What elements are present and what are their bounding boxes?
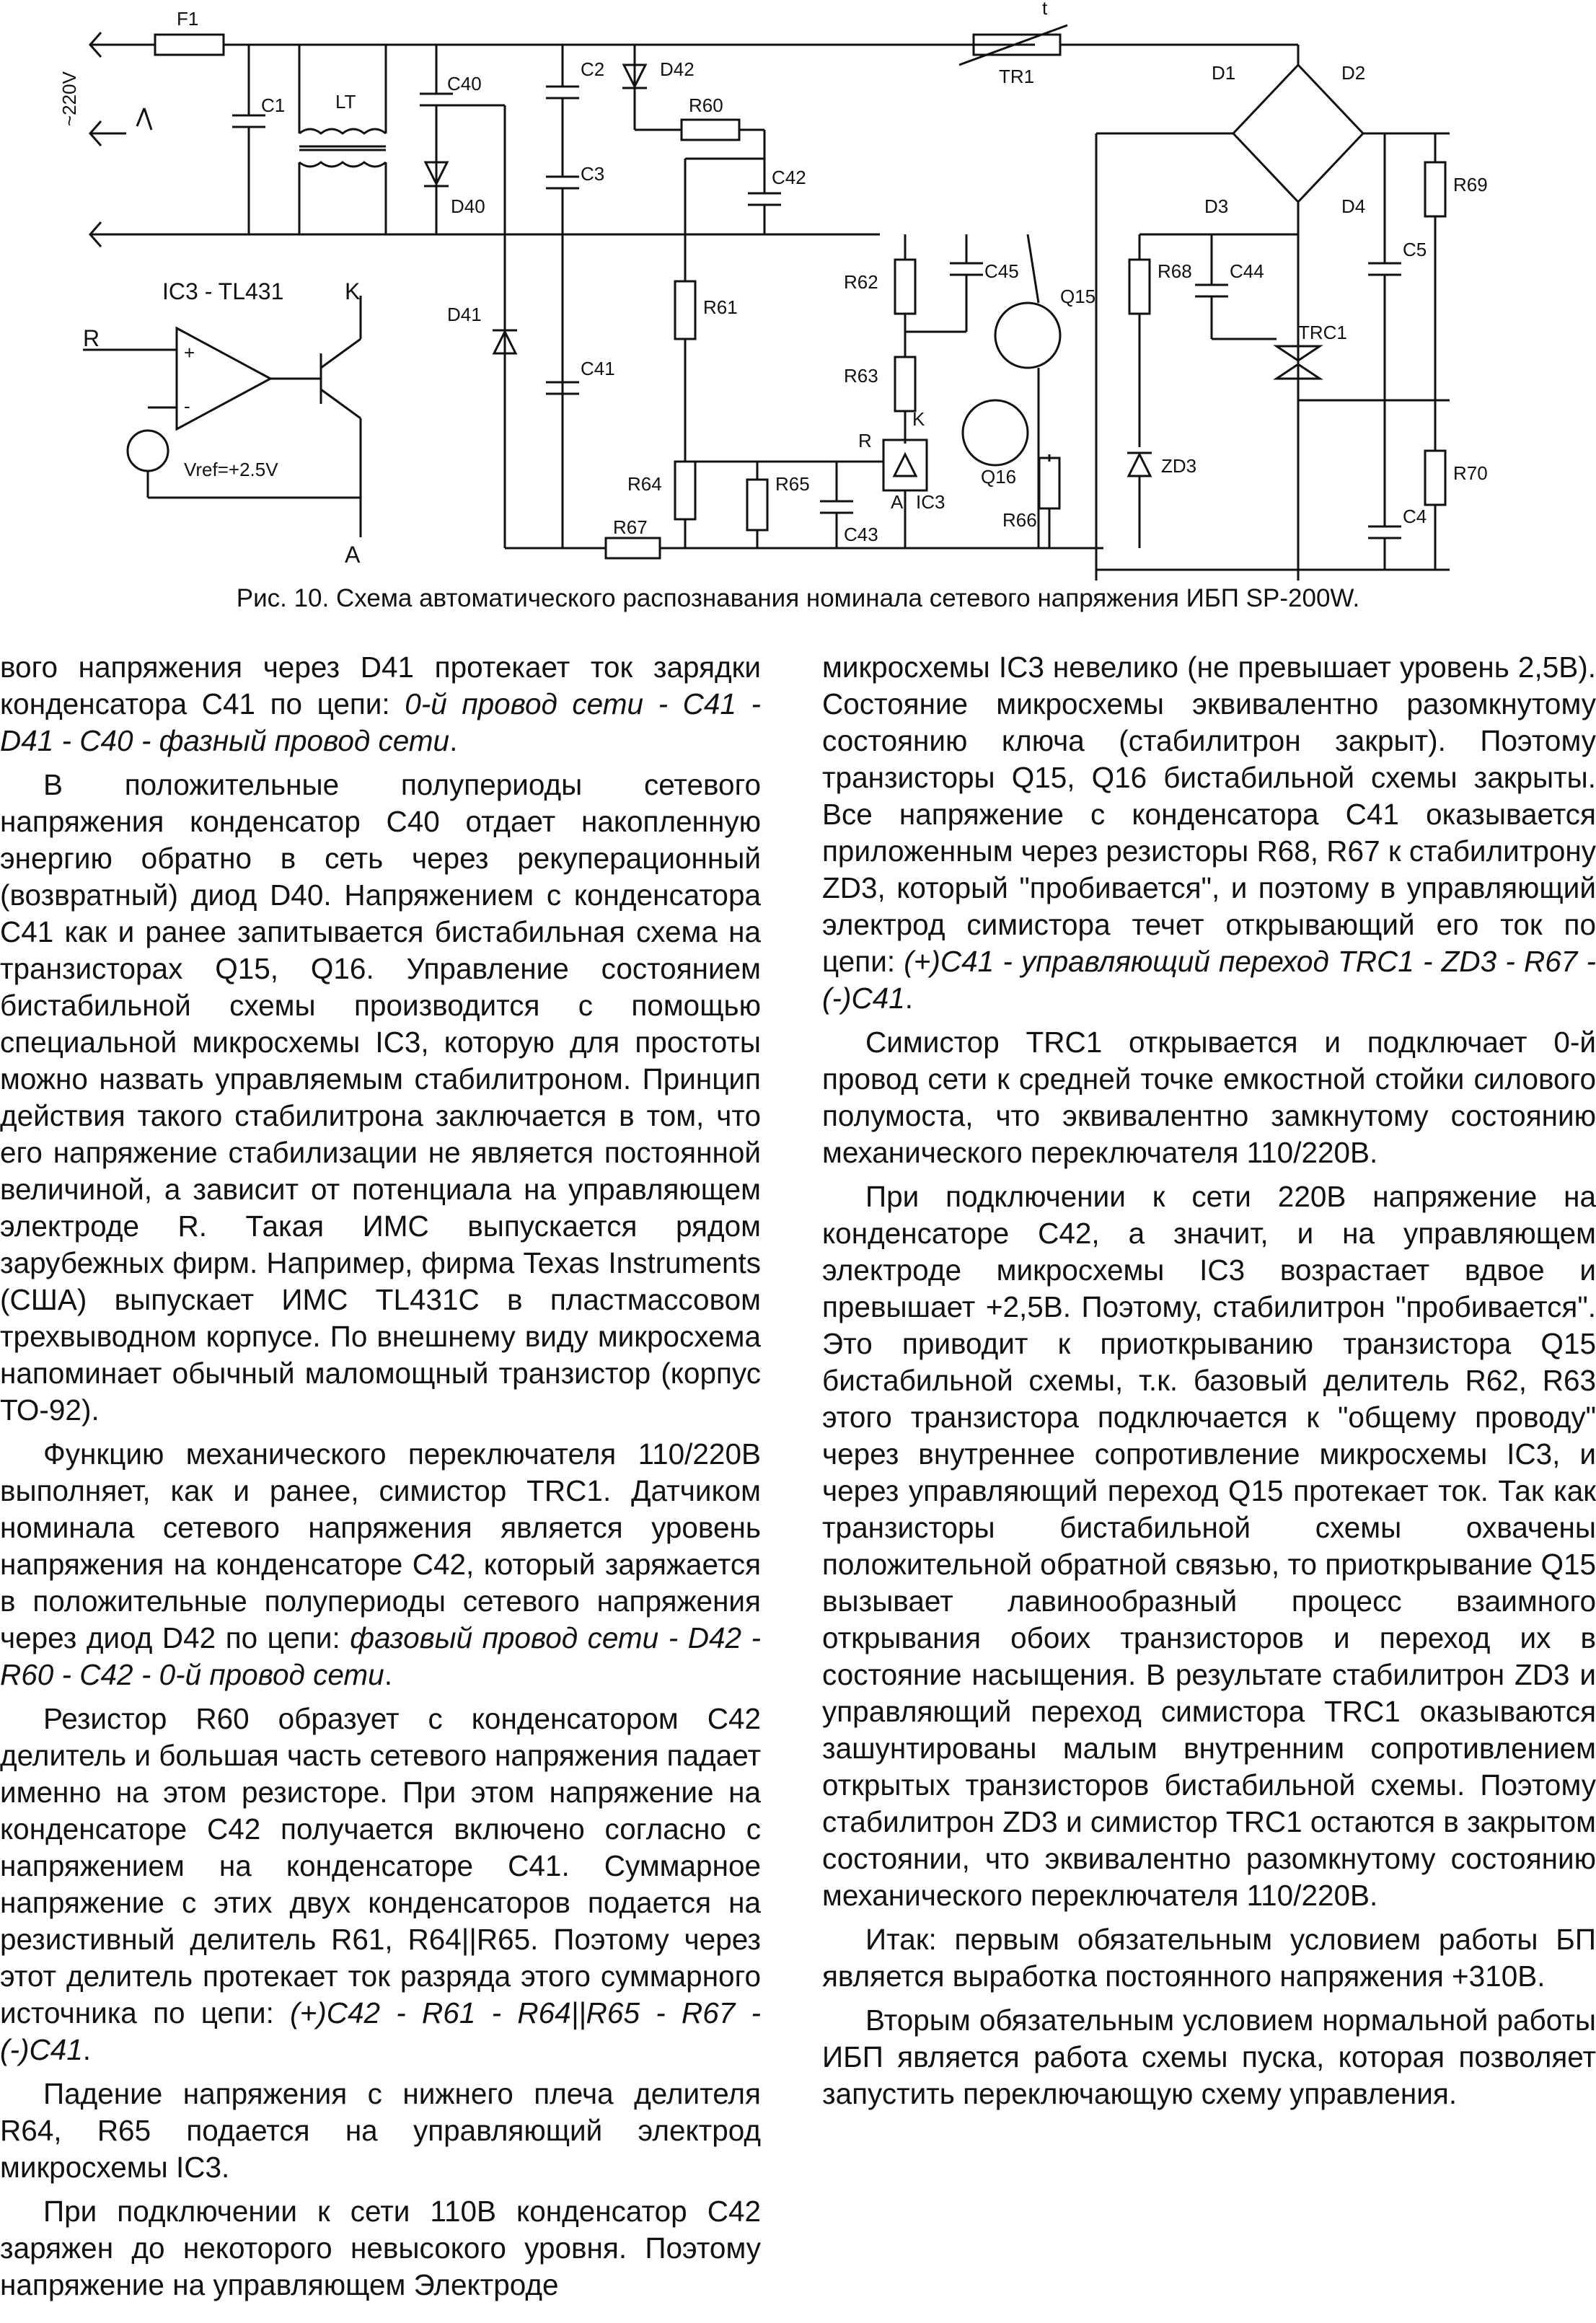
label-minus: - — [184, 395, 190, 417]
paragraph: Резистор R60 образует с конденсатором С42 делитель и большая часть сетевого напряжения падает именно на этом резисторе. При этом напряжение на конденсаторе С42 получается включено согласно с напряжением на конденсаторе С41. Суммарное напряжение с этих двух конденсаторов подается на резистивный делитель R61, R64||R65. Поэтому через этот делитель протекает ток разряда этого суммарного источника по цепи: (+)С42 - R61 - R64||R65 - R67 - (-)С41. — [0, 1702, 762, 2066]
label-inset-a: A — [345, 542, 361, 568]
label-lt: LT — [335, 91, 356, 113]
label-t: t — [1042, 0, 1048, 19]
label-r60: R60 — [689, 94, 723, 116]
label-ic3-r: R — [858, 430, 872, 451]
label-r68: R68 — [1158, 260, 1192, 282]
label-vref: Vref=+2.5V — [184, 459, 278, 480]
label-c1: C1 — [261, 94, 286, 116]
circuit-schematic — [0, 0, 1596, 581]
label-c45: C45 — [984, 260, 1019, 282]
label-r70: R70 — [1453, 462, 1488, 484]
label-c2: C2 — [581, 58, 605, 80]
label-ic3-title: IC3 - TL431 — [162, 278, 284, 304]
label-plus: + — [184, 342, 195, 363]
label-c41: C41 — [581, 358, 615, 379]
label-f1: F1 — [177, 8, 199, 30]
label-c5: C5 — [1403, 239, 1427, 260]
paragraph: микросхемы IC3 невелико (не превышает уровень 2,5В). Состояние микросхемы эквивалентно разомкнутому состоянию ключа (стабилитрон закрыт). Поэтому транзисторы Q15, Q16 бистабильной схемы закрыты. Все напряжение с конденсатора С41 оказывается приложенным через резисторы R68, R67 к стабилитрону ZD3, который "пробивается", и поэтому в управляющий электрод симистора течет открывающий его ток по цепи: (+)С41 - управляющий переход TRC1 - ZD3 - R67 - (-)С41. — [822, 651, 1596, 1015]
label-ic3: IC3 — [916, 491, 945, 513]
fuse-f1 — [155, 35, 224, 55]
label-q16: Q16 — [981, 466, 1017, 488]
label-d1: D1 — [1212, 62, 1236, 84]
paragraph: При подключении к сети 110В конденсатор С42 заряжен до некоторого невысокого уровня. Поэтому напряжение на управляющем Электроде — [0, 2195, 761, 2301]
paragraph: Симистор TRC1 открывается и подключает 0-й провод сети к средней точке емкостной стойки силового полумоста, что эквивалентно замкнутому состоянию механического переключателя 110/220В. — [822, 1026, 1596, 1169]
label-inset-r: R — [83, 325, 100, 351]
paragraph: Функцию механического переключателя 110/220В выполняет, как и ранее, симистор TRC1. Датчиком номинала сетевого напряжения является уровень напряжения на конденсаторе С42, который заряжается в положительные полупериоды сетевого напряжения через диод D42 по цепи: фазовый провод сети - D42 - R60 - С42 - 0-й провод сети. — [0, 1437, 761, 1691]
text-column-left — [0, 649, 761, 2311]
label-ic3-a: A — [891, 491, 904, 513]
label-tr1: TR1 — [999, 66, 1035, 87]
label-c40: C40 — [447, 73, 482, 94]
label-r61: R61 — [703, 296, 738, 318]
label-r65: R65 — [775, 473, 810, 495]
label-d3: D3 — [1204, 195, 1229, 217]
label-r63: R63 — [844, 365, 878, 387]
label-c42: C42 — [772, 167, 806, 188]
label-inset-k: K — [345, 278, 361, 304]
label-trc1: TRC1 — [1298, 322, 1347, 343]
paragraph: Итак: первым обязательным условием работы БП является выработка постоянного напряжения +310В. — [822, 1923, 1596, 1993]
label-ic3-k: K — [912, 408, 925, 430]
paragraph: Падение напряжения с нижнего плеча делителя R64, R65 подается на управляющий электрод микросхемы IC3. — [0, 2077, 761, 2184]
paragraph: Вторым обязательным условием нормальной работы ИБП является работа схемы пуска, которая позволяет запустить переключающую схему управления. — [822, 2004, 1596, 2110]
label-c3: C3 — [581, 163, 605, 185]
label-r67: R67 — [613, 516, 648, 538]
label-d42: D42 — [660, 58, 695, 80]
label-r66: R66 — [1002, 509, 1037, 531]
label-r69: R69 — [1453, 174, 1488, 195]
label-d2: D2 — [1341, 62, 1366, 84]
label-q15: Q15 — [1060, 286, 1096, 307]
label-d40: D40 — [451, 195, 485, 217]
label-zd3: ZD3 — [1161, 455, 1197, 477]
paragraph: При подключении к сети 220В напряжение на конденсаторе С42, а значит, и на управляющем электроде микросхемы IC3 возрастает вдвое и превышает +2,5В. Поэтому, стабилитрон "пробивается". Это приводит к приоткрыванию транзистора Q15 бистабильной схемы, т.к. базовый делитель R62, R63 этого транзистора подключается к "общему проводу" через внутреннее сопротивление микросхемы IC3, и через управляющий переход Q15 протекает ток. Так как транзисторы бистабильной схемы охвачены положительной обратной связью, то приоткрывание Q15 вызывает лавинообразный процесс взаимного открывания обоих транзисторов и переход их в состояние насыщения. В результате стабилитрон ZD3 и управляющий переход симистора TRC1 оказываются зашунтированы малым внутренним сопротивлением открытых транзисторов бистабильной схемы. Поэтому стабилитрон ZD3 и симистор TRC1 остаются в закрытом состоянии, что эквивалентно разомкнутому состоянию механического переключателя 110/220В. — [822, 1180, 1596, 1912]
text-column-right — [822, 649, 1596, 2120]
label-c44: C44 — [1230, 260, 1264, 282]
label-r64: R64 — [627, 473, 662, 495]
label-c4: C4 — [1403, 506, 1427, 527]
label-d4: D4 — [1341, 195, 1366, 217]
paragraph: В положительные полупериоды сетевого напряжения конденсатор С40 отдает накопленную энергию обратно в сеть через рекуперационный (возвратный) диод D40. Напряжением с конденсатора С41 как и ранее запитывается бистабильная схема на транзисторах Q15, Q16. Управление состоянием бистабильной схемы производится с помощью специальной микросхемы IC3, которую для простоты можно назвать управляемым стабилитроном. Принцип действия такого стабилитрона заключается в том, что его напряжение стабилизации не является постоянной величиной, а зависит от потенциала на управляющем электроде R. Такая ИМС выпускается рядом зарубежных фирм. Например, фирма Texas Instruments (США) выпускает ИМС TL431C в пластмассовом трехвыводном корпусе. По внешнему виду микросхема напоминает обычный маломощный транзистор (корпус ТО-92). — [0, 768, 761, 1427]
label-c43: C43 — [844, 524, 878, 545]
figure-caption: Рис. 10. Схема автоматического распознавания номинала сетевого напряжения ИБП SP-200W. — [236, 584, 1360, 612]
label-d41: D41 — [447, 304, 482, 325]
label-mains: ~220V — [58, 71, 80, 126]
paragraph: вого напряжения через D41 протекает ток зарядки конденсатора С41 по цепи: 0-й провод сети - С41 - D41 - С40 - фазный провод сети. — [0, 651, 761, 757]
label-r62: R62 — [844, 271, 878, 293]
